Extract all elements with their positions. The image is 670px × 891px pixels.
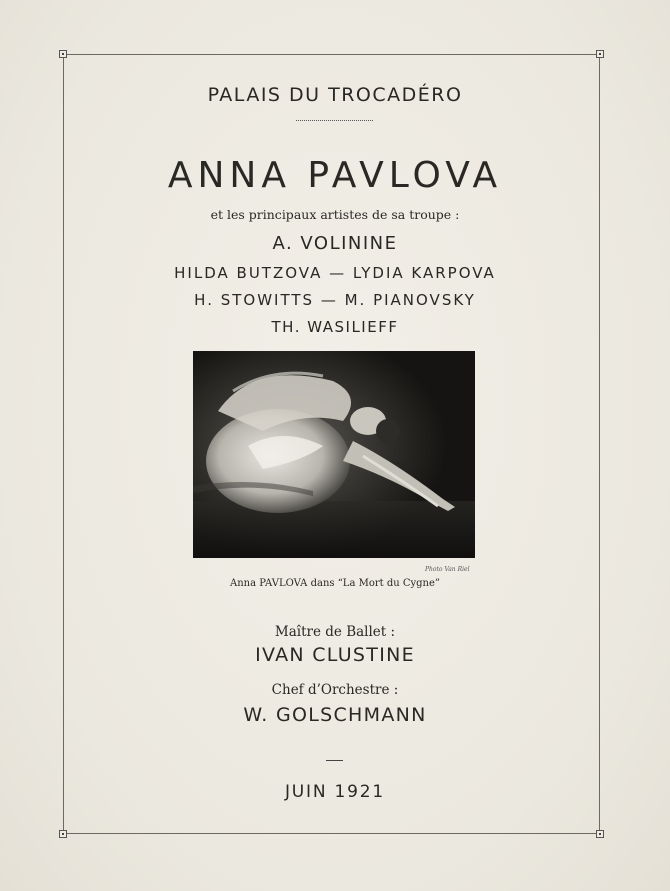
artist-line-3: H. STOWITTS — M. PIANOVSKY <box>194 291 476 309</box>
corner-ornament-bottom-right <box>596 830 604 838</box>
corner-ornament-top-right <box>596 50 604 58</box>
corner-ornament-bottom-left <box>59 830 67 838</box>
artist-line-2: HILDA BUTZOVA — LYDIA KARPOVA <box>174 264 496 282</box>
venue-title: PALAIS DU TROCADÉRO <box>207 84 463 106</box>
artist-line-4: TH. WASILIEFF <box>271 318 399 336</box>
artist-line-1: A. VOLININE <box>272 233 398 254</box>
dash-divider <box>326 760 343 761</box>
ballet-master-label: Maître de Ballet : <box>274 624 396 640</box>
corner-ornament-top-left <box>59 50 67 58</box>
conductor-name: W. GOLSCHMANN <box>243 704 427 726</box>
performance-date: JUIN 1921 <box>284 782 386 802</box>
dotted-divider <box>296 120 373 121</box>
conductor-label: Chef d’Orchestre : <box>271 682 399 698</box>
photo-credit: Photo Van Riel <box>425 566 470 573</box>
ballet-master-name: IVAN CLUSTINE <box>255 644 415 666</box>
troupe-intro-text: et les principaux artistes de sa troupe : <box>210 207 460 222</box>
dancer-photograph <box>193 351 475 558</box>
star-name-heading: ANNA PAVLOVA <box>167 155 503 196</box>
photo-caption: Anna PAVLOVA dans “La Mort du Cygne” <box>229 578 441 589</box>
